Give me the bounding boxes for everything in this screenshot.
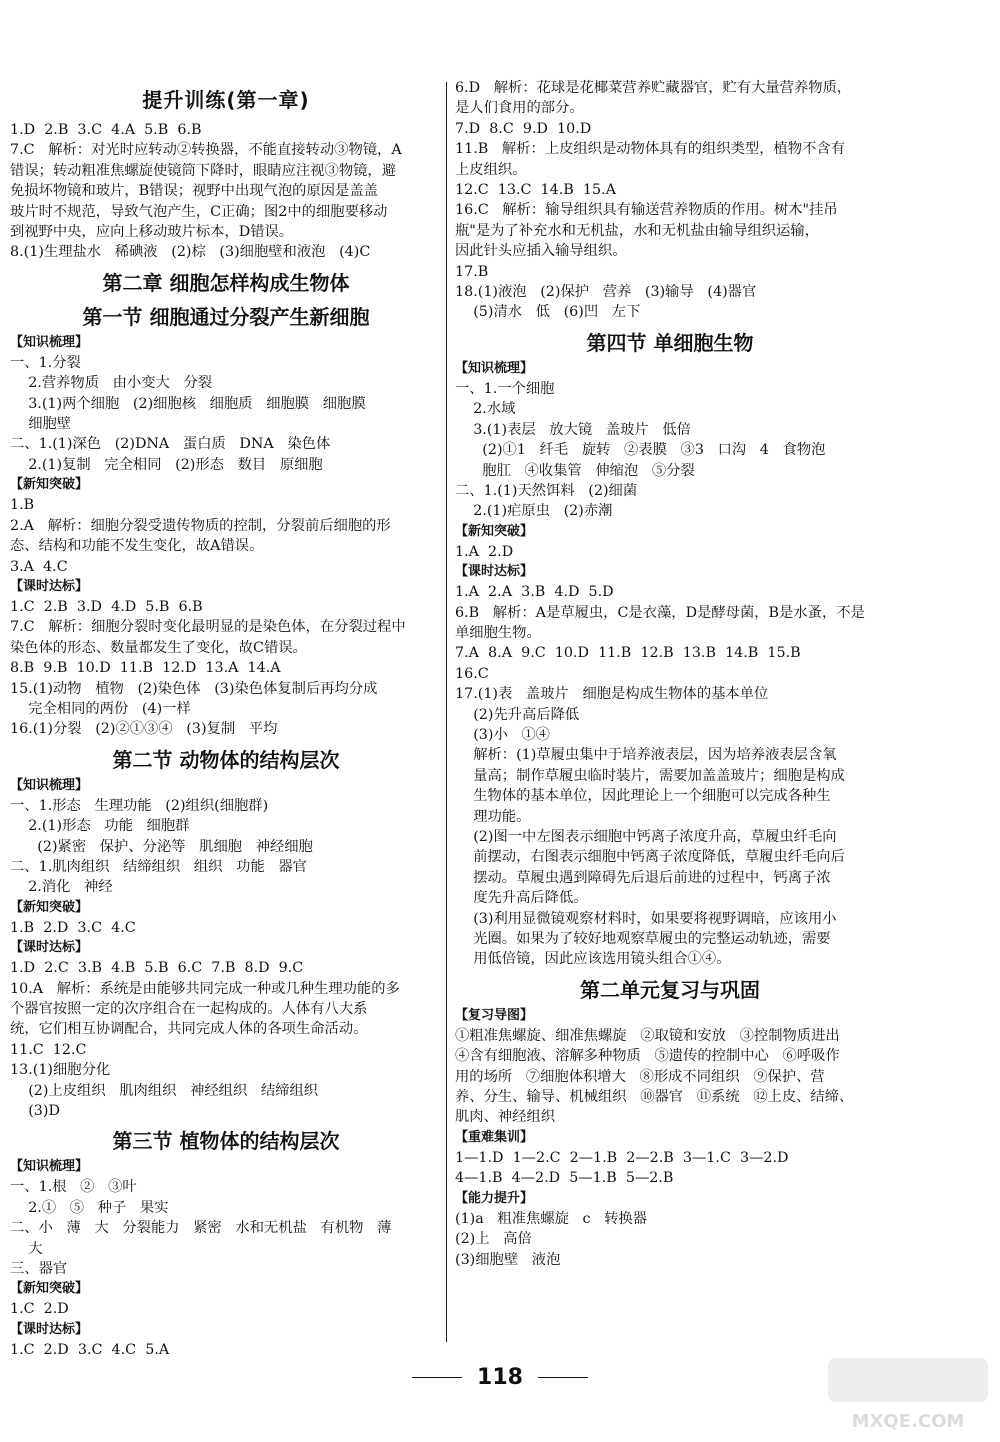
answer-line: 8.(1)生理盐水 稀碘液 (2)棕 (3)细胞壁和液泡 (4)C [10,244,371,261]
answer-line: 大 [10,1240,43,1257]
answer-line: 17.(1)表 盖玻片 细胞是构成生物体的基本单位 [455,686,769,703]
watermark-badge [828,1358,988,1402]
answer-line: (2)上皮组织 肌肉组织 神经组织 结缔组织 [10,1082,319,1099]
section-tag: 【课时达标】 [455,564,534,580]
right-column [455,78,885,1270]
answer-line: 光圈。如果为了较好地观察草履虫的完整运动轨迹，需要 [455,931,831,948]
answer-line: 11.B 解析：上皮组织是动物体具有的组织类型，植物不含有 [455,141,845,158]
answer-line: ④含有细胞液、溶解多种物质 ⑤遗传的控制中心 ⑥呼吸作 [455,1048,840,1065]
answer-line: 7.A 8.A 9.C 10.D 11.B 12.B 13.B 14.B 15.B [455,645,801,662]
chapter-heading: 第二节 动物体的结构层次 [112,747,340,772]
answer-line: 3.(1)两个细胞 (2)细胞核 细胞质 细胞膜 细胞膜 [10,395,366,412]
answer-line: 生物体的基本单位，因此理论上一个细胞可以完成各种生 [455,788,831,805]
answer-line: 1.B 2.D 3.C 4.C [10,919,136,936]
answer-line: 16.(1)分裂 (2)②①③④ (3)复制 平均 [10,721,278,738]
answer-line: 一、1.根 ② ③叶 [10,1179,137,1196]
answer-line: 10.A 解析：系统是由能够共同完成一种或几种生理功能的多 [10,980,400,997]
answer-line: 前摆动，右图表示细胞中钙离子浓度降低，草履虫纤毛向后 [455,849,845,866]
answer-line: 17.B [455,263,489,280]
answer-line: 用的场所 ⑦细胞体积增大 ⑧形成不同组织 ⑨保护、营 [455,1068,825,1085]
answer-line: 2.(1)形态 功能 细胞群 [10,818,190,835]
answer-line: 6.B 解析：A是草履虫，C是衣藻，D是酵母菌，B是水蚤，不是 [455,604,865,621]
answer-line: (2)紧密 保护、分泌等 肌细胞 神经细胞 [10,838,313,855]
answer-line: 2.水域 [455,401,516,418]
answer-line: (5)清水 低 (6)凹 左下 [455,304,641,321]
section-tag: 【知识梳理】 [10,334,89,350]
answer-line: 2.A 解析：细胞分裂受遗传物质的控制，分裂前后细胞的形 [10,517,391,534]
answer-line: (2)先升高后降低 [455,706,580,723]
section-title: 提升训练(第一章) [142,88,310,112]
answer-line: 8.B 9.B 10.D 11.B 12.D 13.A 14.A [10,660,281,677]
answer-line: 染色体的形态、数量都发生了变化，故C错误。 [10,639,307,656]
answer-line: 13.(1)细胞分化 [10,1062,111,1079]
answer-line: 16.C [455,665,489,682]
answer-line: 是人们食用的部分。 [455,100,584,117]
answer-line: 肌肉、神经组织 [455,1109,556,1126]
chapter-heading: 第四节 单细胞生物 [586,330,754,355]
answer-line: 态、结构和功能不发生变化，故A错误。 [10,538,264,555]
answer-line: 3.(1)表层 放大镜 盖玻片 低倍 [455,421,691,438]
answer-line: (3)D [10,1103,60,1120]
answer-line: 1.B [10,497,35,514]
answer-line: 上皮组织。 [455,161,527,178]
answer-line: 7.C 解析：细胞分裂时变化最明显的是染色体，在分裂过程中 [10,619,406,636]
section-tag: 【课时达标】 [10,578,89,594]
section-tag: 【知识梳理】 [455,360,534,376]
answer-line: 细胞壁 [10,416,72,433]
answer-line: 一、1.分裂 [10,354,81,371]
answer-line: 量高；制作草履虫临时装片，需要加盖盖玻片；细胞是构成 [455,767,845,784]
answer-line: 1.C 2.B 3.D 4.D 5.B 6.B [10,598,203,615]
answer-line: (1)a 粗准焦螺旋 c 转换器 [455,1210,648,1227]
answer-line: 一、1.形态 生理功能 (2)组织(细胞群) [10,797,269,814]
answer-line: 养、分生、输导、机械组织 ⑩器官 ⑪系统 ⑫上皮、结缔、 [455,1089,854,1106]
section-tag: 【新知突破】 [10,1281,89,1297]
answer-line: 2.(1)复制 完全相同 (2)形态 数目 原细胞 [10,456,323,473]
column-divider [446,82,447,1342]
answer-line: 错误；转动粗准焦螺旋使镜筒下降时，眼睛应注视③物镜，避 [10,162,397,179]
answer-line: 1.A 2.D [455,543,514,560]
answer-line: 6.D 解析：花球是花椰菜营养贮藏器官，贮有大量营养物质， [455,80,852,96]
answer-line: (3)细胞壁 液泡 [455,1251,561,1268]
answer-line: 2.① ⑤ 种子 果实 [10,1199,169,1216]
answer-line: 12.C 13.C 14.B 15.A [455,182,616,199]
chapter-heading: 第二章 细胞怎样构成生物体 [102,270,350,295]
answer-line: 用低倍镜，因此应该选用镜头组合①④。 [455,951,731,968]
answer-line: (3)利用显微镜观察材料时，如果要将视野调暗，应该用小 [455,910,837,927]
answer-line: 单细胞生物。 [455,624,541,641]
section-tag: 【课时达标】 [10,940,89,956]
answer-line: 7.D 8.C 9.D 10.D [455,120,592,137]
answer-line: 一、1.一个细胞 [455,380,555,397]
footer-rule-left [412,1377,462,1378]
answer-line: 免损坏物镜和玻片，B错误；视野中出现气泡的原因是盖盖 [10,183,378,200]
section-tag: 【重难集训】 [455,1129,534,1145]
section-tag: 【复习导图】 [455,1007,534,1023]
answer-line: 度先升高后降低。 [455,890,588,907]
answer-line: 1.C 2.D 3.C 4.C 5.A [10,1341,170,1358]
answer-line: 1.A 2.A 3.B 4.D 5.D [455,584,614,601]
answer-line: 二、1.(1)天然饵料 (2)细菌 [455,482,638,499]
chapter-heading: 第三节 植物体的结构层次 [112,1129,340,1154]
answer-line: (2)图一中左图表示细胞中钙离子浓度升高，草履虫纤毛向 [455,829,837,845]
answer-line: 解析：(1)草履虫集中于培养液表层，因为培养液表层含氧 [455,747,837,764]
answer-line: 4—1.B 4—2.D 5—1.B 5—2.B [455,1170,674,1187]
section-tag: 【知识梳理】 [10,777,89,793]
answer-line: 个器官按照一定的次序组合在一起构成的。人体有八大系 [10,1001,368,1017]
answer-line: 2.消化 神经 [10,879,113,896]
answer-line: 1—1.D 1—2.C 2—1.B 2—2.B 3—1.C 3—2.D [455,1149,789,1166]
answer-line: 3.A 4.C [10,558,68,575]
chapter-heading: 第二单元复习与巩固 [580,977,760,1002]
answer-line: 完全相同的两份 (4)一样 [10,700,191,717]
answer-line: 二、1.肌肉组织 结缔组织 组织 功能 器官 [10,858,307,875]
answer-line: 瓶"是为了补充水和无机盐，水和无机盐由输导组织运输， [455,222,819,239]
answer-line: 理功能。 [455,808,531,825]
answer-line: 三、器官 [10,1261,68,1278]
section-tag: 【新知突破】 [455,523,534,539]
answer-line: ①粗准焦螺旋、细准焦螺旋 ②取镜和安放 ③控制物质进出 [455,1027,840,1044]
answer-line: 1.D 2.C 3.B 4.B 5.B 6.C 7.B 8.D 9.C [10,960,304,977]
answer-line: 玻片时不规范，导致气泡产生，C正确；图2中的细胞要移动 [10,203,388,220]
answer-line: 7.C 解析：对光时应转动②转换器，不能直接转动③物镜，A [10,142,402,159]
section-tag: 【课时达标】 [10,1321,89,1337]
footer-rule-right [538,1377,588,1378]
answer-line: 摆动。草履虫遇到障碍先后退后前进的过程中，钙离子浓 [455,869,831,886]
chapter-heading: 第一节 细胞通过分裂产生新细胞 [82,304,370,329]
section-tag: 【新知突破】 [10,477,89,493]
answer-line: 胞肛 ④收集管 伸缩泡 ⑤分裂 [455,462,695,479]
answer-line: 到视野中央，应向上移动玻片标本，D错误。 [10,224,294,241]
watermark-url: MXQE.COM [851,1411,965,1432]
answer-line: 二、1.(1)深色 (2)DNA 蛋白质 DNA 染色体 [10,436,331,453]
answer-line: 统，它们相互协调配合，共同完成人体的各项生命活动。 [10,1021,368,1038]
answer-line: 18.(1)液泡 (2)保护 营养 (3)输导 (4)器官 [455,284,757,301]
section-tag: 【新知突破】 [10,899,89,915]
answer-line: 2.营养物质 由小变大 分裂 [10,375,213,392]
answer-line: 2.(1)疟原虫 (2)赤潮 [455,503,613,520]
page-number: 118 [477,1365,523,1390]
answer-line: 15.(1)动物 植物 (2)染色体 (3)染色体复制后再均分成 [10,680,378,697]
watermark-logo [828,1358,988,1432]
answer-line: (3)小 ①④ [455,726,550,743]
answer-line: 1.C 2.D [10,1301,69,1318]
left-column [10,78,442,1360]
answer-line: 16.C 解析：输导组织具有输送营养物质的作用。树木"挂吊 [455,202,838,219]
answer-line: 1.D 2.B 3.C 4.A 5.B 6.B [10,122,202,138]
section-tag: 【能力提升】 [455,1190,534,1206]
section-tag: 【知识梳理】 [10,1159,89,1175]
answer-line: (2)①1 纤毛 旋转 ②表膜 ③3 口沟 4 食物泡 [455,442,826,459]
answer-line: 二、小 薄 大 分裂能力 紧密 水和无机盐 有机物 薄 [10,1220,392,1237]
answer-line: (2)上 高倍 [455,1231,532,1248]
answer-line: 11.C 12.C [10,1041,87,1058]
answer-line: 因此针头应插入输导组织。 [455,243,627,260]
